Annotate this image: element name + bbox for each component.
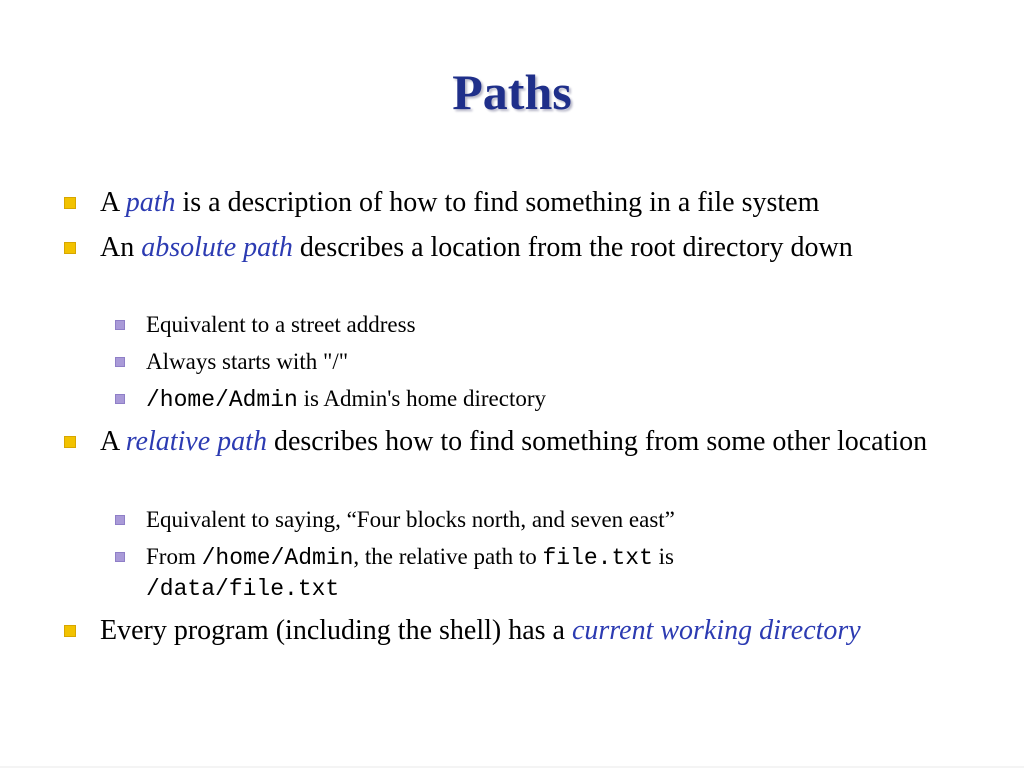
code-home-admin: /home/Admin [201, 545, 354, 571]
code-file-txt: file.txt [542, 545, 653, 571]
bullet-path-definition [100, 184, 960, 221]
bullet-text: is a description of how to find something in a file system [175, 187, 820, 218]
code-data-file-txt: /data/file.txt [146, 576, 340, 602]
bullet-absolute-path [100, 229, 960, 266]
relative-path-term: relative path [125, 426, 267, 457]
bullet-text: Every program (including the shell) has a [100, 615, 572, 646]
bullet-square-icon [64, 436, 76, 448]
bullet-current-working-directory [100, 612, 960, 649]
subbullet-root-start: Always starts with "/" [146, 349, 349, 374]
code-home-admin: /home/Admin [146, 387, 298, 413]
bullet-text: describes how to find something from some other location [266, 426, 928, 457]
subbullet-text: is Admin's home directory [297, 386, 546, 411]
bullet-square-icon [64, 625, 76, 637]
subbullet-square-icon [115, 552, 125, 562]
bullet-square-icon [64, 197, 76, 209]
bullet-square-icon [64, 242, 76, 254]
subbullet-square-icon [115, 320, 125, 330]
subbullet-directions: Equivalent to saying, “Four blocks north, and seven east” [146, 507, 675, 532]
subbullet-street-address: Equivalent to a street address [146, 312, 416, 337]
subbullet-home-directory [146, 384, 946, 415]
subbullet-square-icon [115, 394, 125, 404]
bullet-text: A [100, 426, 126, 457]
subbullet-text: From [146, 544, 202, 569]
subbullet-relative-example [146, 542, 946, 604]
bullet-relative-path [100, 423, 960, 460]
bullet-text: A [100, 187, 126, 218]
subbullet-square-icon [115, 515, 125, 525]
bullet-text: describes a location from the root directory down [292, 232, 853, 263]
absolute-path-term: absolute path [141, 232, 293, 263]
subbullet-text: , the relative path to [353, 544, 543, 569]
page-title: Paths [452, 64, 572, 120]
bullet-text: An [100, 232, 142, 263]
subbullet-square-icon [115, 357, 125, 367]
path-term: path [125, 187, 176, 218]
subbullet-text: is [652, 544, 674, 569]
current-working-directory-term: current working directory [571, 615, 861, 646]
